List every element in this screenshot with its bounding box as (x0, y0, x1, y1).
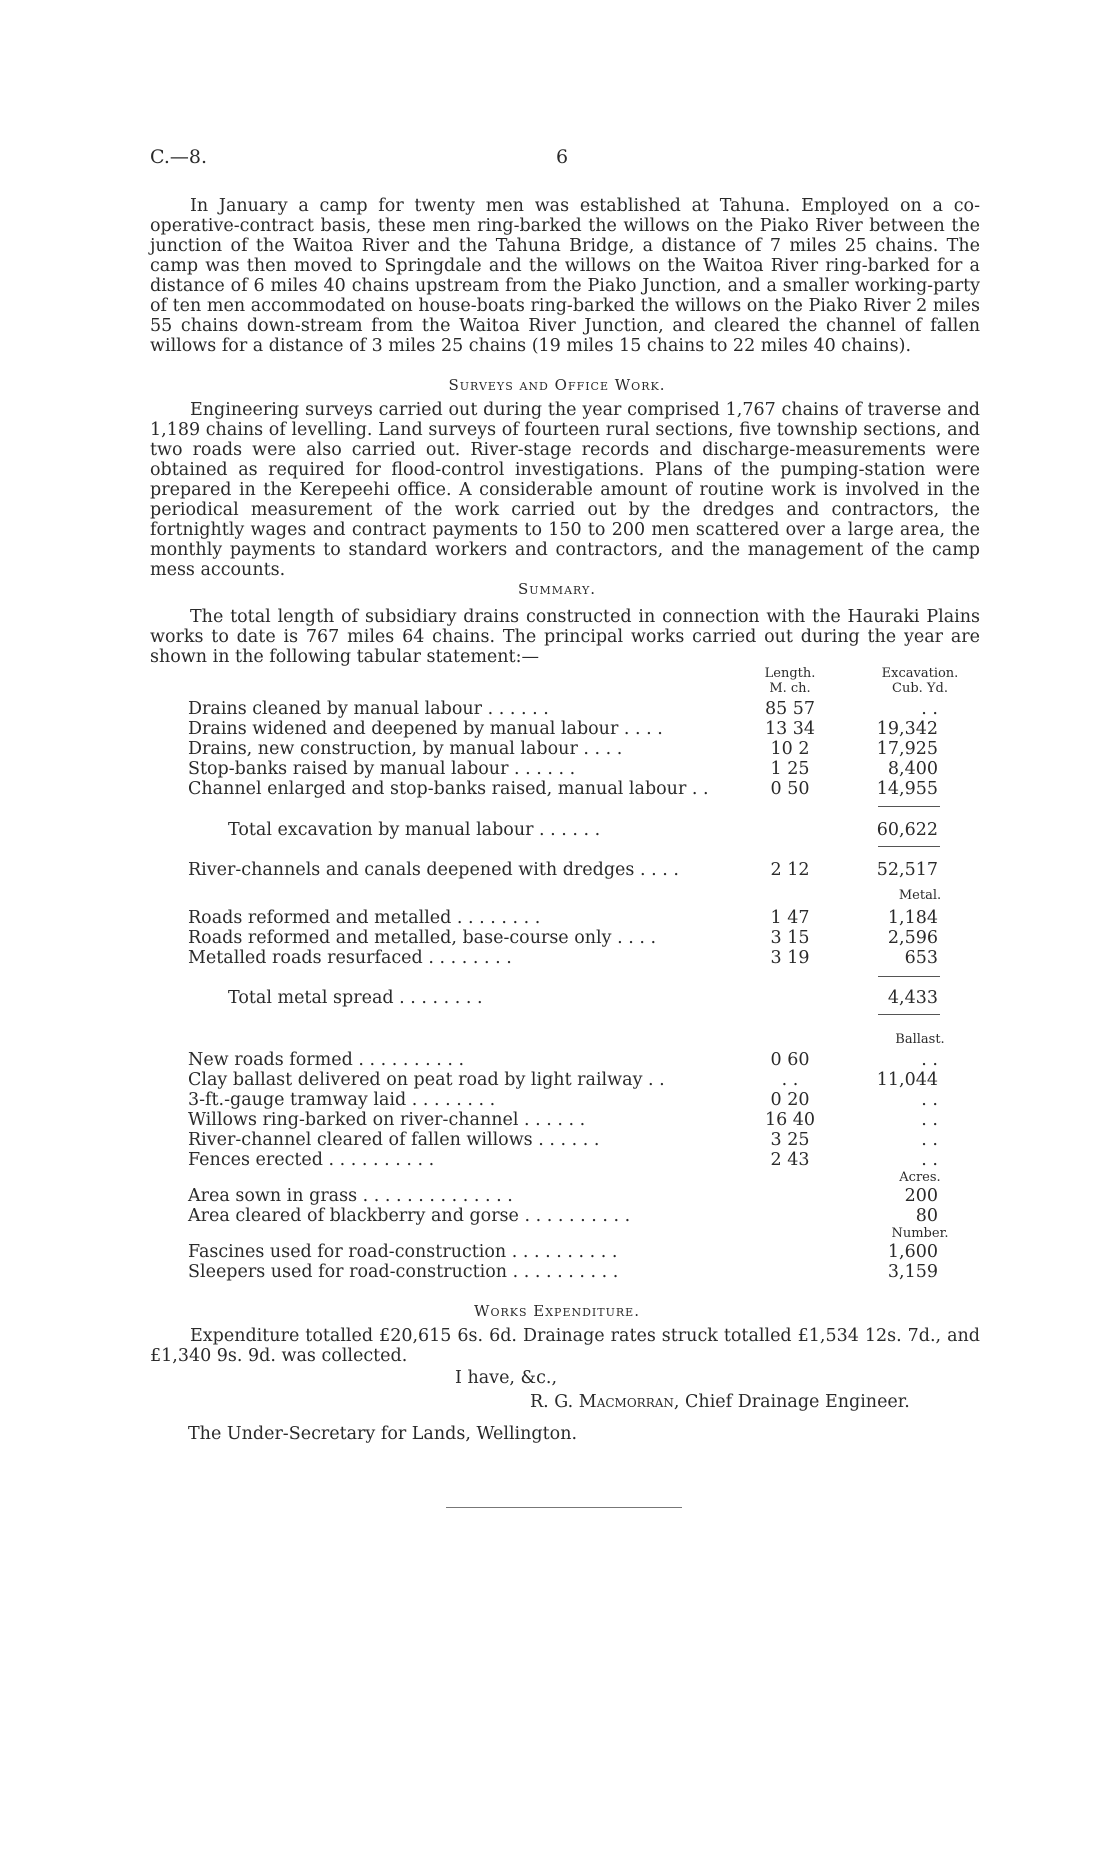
total-rule (878, 1014, 940, 1015)
paragraph-summary: The total length of subsidiary drains constructed in connection with the Hauraki Plains works to date is 767 miles 64 chains. The principal works carried out during the year are shown in the following tabular statement:— (150, 607, 980, 667)
signature-name: R. G. Macmorran (530, 1392, 674, 1412)
addressee: The Under-Secretary for Lands, Wellington. (188, 1424, 578, 1444)
total-rule (878, 806, 940, 807)
paragraph-surveys: Engineering surveys carried out during the year comprised 1,767 chains of traverse and 1,189 chains of levelling. Land surveys of fourteen rural sections, five township sections, and two roads were also carried out. River-stage records and discharge-measurements were obtained as required for flood-control investigations. Plans of the pumping-station were prepared in the Kerepeehi office. A considerable amount of routine work is involved in the periodical measurement of the work carried out by the dredges and contractors, the fortnightly wages and contract payments to 150 to 200 men scattered over a large area, the monthly payments to standard workers and contractors, and the management of the camp mess accounts. (150, 400, 980, 580)
heading-surveys: Surveys and Office Work. (448, 376, 666, 394)
page-number: 6 (556, 146, 569, 168)
closing-salutation: I have, &c., (455, 1368, 558, 1388)
document-reference: C.—8. (150, 146, 208, 168)
column-header-excavation: Excavation. (881, 666, 959, 681)
paragraph-expenditure: Expenditure totalled £20,615 6s. 6d. Drainage rates struck totalled £1,534 12s. 7d., and £1,340 9s. 9d. was collected. (150, 1326, 980, 1366)
total-rule (878, 846, 940, 847)
document-page: C.—8. 6 In January a camp for twenty men was established at Tahuna. Employed on a co-operative-contract basis, these men ring-barked the willows on the Piako River between the junction of the Waitoa River and the Tahuna Bridge, a distance of 7 miles 25 chains. The camp was then moved to Springdale and the willows on the Waitoa River ring-barked for a distance of 6 miles 40 chains upstream from the Piako Junction, and a smaller working-party of ten men accommodated on house-boats ring-barked the willows on the Piako River 2 miles 55 chains down-stream from the Waitoa River Junction, and cleared the channel of fallen willows for a distance of 3 miles 25 chains (19 miles 15 chains to 22 miles 40 chains). Surveys and Office Work. Engineering surveys carried out during the year comprised 1,767 chains of traverse and 1,189 chains of levelling. Land surveys of fourteen rural sections, five township sections, and two roads were also carried out. River-stage records and discharge-measurements were obtained as required for flood-control investigations. Plans of the pumping-station were prepared in the Kerepeehi office. A considerable amount of routine work is involved in the periodical measurement of the work carried out by the dredges and contractors, the fortnightly wages and contract payments to 150 to 200 men scattered over a large area, the monthly payments to standard workers and contractors, and the management of the camp mess accounts. Summary. The total length of subsidiary drains constructed in connection with the Hauraki Plains works to date is 767 miles 64 chains. The principal works carried out during the year are shown in the following tabular statement:— Length. M. ch. Excavation. Cub. Yd. Drains cleaned by manual labour . . . . . . 85 57 . . Drains widened and deepened by manual labour . . . . 13 34 19,342 Drains, new construction, by manual labour . . . . 10 2 17,925 Stop-banks raised by manual labour . . . . . . 1 25 8,400 Channel enlarged and stop-banks raised, manual labour . . 0 50 14,955 Total excavation by manual labour . . . . . . 60,622 River-channels and canals deepened with dredges . . . . 2 12 52,517 Metal. Roads reformed and metalled . . . . . . . . 1 47 1,184 Roads reformed and metalled, base-course only . . . . 3 15 2,596 Metalled roads resurfaced . . . . . . . . 3 19 653 Total metal spread . . . . . . . . 4,433 Ballast. New roads formed . . . . . . . . . . 0 60 . . Clay ballast delivered on peat road by light railway . . . . 11,044 3-ft.-gauge tramway laid . . . . . . . . 0 20 . . Willows ring-barked on river-channel . . . . . . 16 40 . . River-channel cleared of fallen willows . . . . . . 3 25 . . Fences erected . . . . . . . . . . 2 43 . . Acres. Area sown in grass . . . . . . . . . . . . . . 200 Area cleared of blackberry and gorse . . . . . . . . . . 80 Number. Fascines used for road-construction . . . . . . . . . . 1,600 Sleepers used for road-construction . . . . . . . . . . 3,159 Works Expenditure. Expenditure totalled £20,615 6s. 6d. Drainage rates struck totalled £1,534 12s. 7d., and £1,340 9s. 9d. was collected. I have, &c., R. G. Macmorran, Chief Drainage Engineer. The Under-Secretary for Lands, Wellington. (0, 0, 1114, 1872)
paragraph-camp: In January a camp for twenty men was established at Tahuna. Employed on a co-operative-contract basis, these men ring-barked the willows on the Piako River between the junction of the Waitoa River and the Tahuna Bridge, a distance of 7 miles 25 chains. The camp was then moved to Springdale and the willows on the Waitoa River ring-barked for a distance of 6 miles 40 chains upstream from the Piako Junction, and a smaller working-party of ten men accommodated on house-boats ring-barked the willows on the Piako River 2 miles 55 chains down-stream from the Waitoa River Junction, and cleared the channel of fallen willows for a distance of 3 miles 25 chains (19 miles 15 chains to 22 miles 40 chains). (150, 196, 980, 356)
column-header-length-units: M. ch. (769, 681, 811, 696)
column-header-length: Length. (764, 666, 816, 681)
column-header-acres: Acres. (899, 1170, 941, 1185)
column-header-metal: Metal. (898, 888, 942, 903)
footer-rule (446, 1507, 682, 1508)
heading-summary: Summary. (518, 580, 596, 598)
total-rule (878, 976, 940, 977)
signature-title: , Chief Drainage Engineer. (673, 1392, 910, 1412)
heading-works-expenditure: Works Expenditure. (474, 1302, 640, 1320)
signature-line (530, 1392, 910, 1412)
column-header-excavation-units: Cub. Yd. (892, 681, 948, 696)
column-header-number: Number. (891, 1226, 949, 1241)
column-header-ballast: Ballast. (895, 1032, 945, 1047)
